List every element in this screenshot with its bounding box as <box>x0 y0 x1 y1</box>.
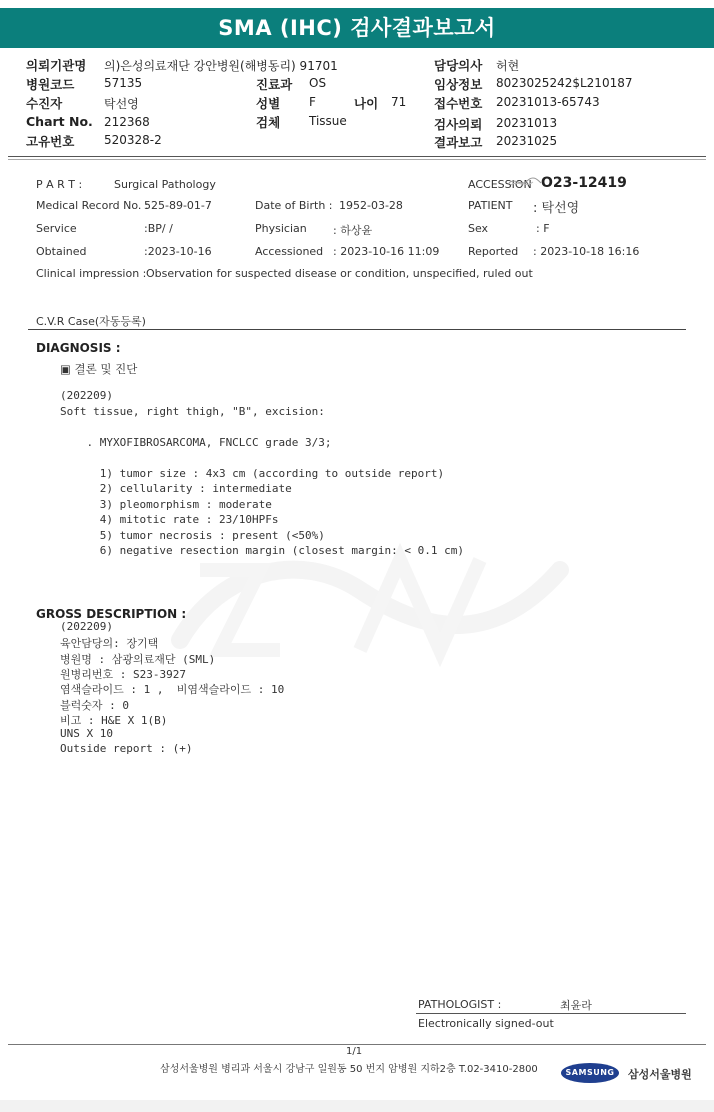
accessioned-label: Accessioned <box>255 245 324 258</box>
mrn-label: Medical Record No. : <box>36 199 149 212</box>
text-line: (202209) <box>60 389 113 402</box>
service-label: Service <box>36 222 77 235</box>
sex-value: F <box>309 95 316 109</box>
unique-value: 520328-2 <box>104 133 162 147</box>
page-number: 1/1 <box>346 1046 363 1057</box>
department-value: OS <box>309 76 327 90</box>
sex-label: 성별 <box>256 96 281 111</box>
part-label: P A R T : <box>36 178 83 191</box>
scribble-mark-icon <box>507 175 543 189</box>
clinical-info-label: 임상정보 <box>434 77 483 92</box>
clinical-info-value: 8023025242$L210187 <box>496 76 633 90</box>
patient-label: PATIENT <box>468 199 513 212</box>
text-line: 5) tumor necrosis : present (<50%) <box>60 528 325 542</box>
pathologist-label: PATHOLOGIST : <box>418 998 502 1011</box>
info-divider <box>28 329 686 330</box>
examinee-value: 탁선영 <box>104 97 139 111</box>
accessioned-value: : 2023-10-16 11:09 <box>333 245 440 258</box>
request-value: 20231013 <box>496 116 558 130</box>
institution-value: 의)은성의료재단 강안병원(해병동리) 91701 <box>104 59 338 73</box>
chart-value: 212368 <box>104 115 150 129</box>
diagnosis-subheading: ▣ 결론 및 진단 <box>60 362 138 376</box>
text-line: 비고 : H&E X 1(B) <box>60 713 168 727</box>
reported-label: Reported <box>468 245 519 258</box>
receipt-label: 접수번호 <box>434 96 483 111</box>
text-line: 3) pleomorphism : moderate <box>60 497 272 511</box>
clinical-impression-value: Observation for suspected disease or condition, unspecified, ruled out <box>146 267 533 280</box>
cvr-case: C.V.R Case(자동등록) <box>36 315 146 328</box>
dob-label: Date of Birth : <box>255 199 333 212</box>
hospital-code-label: 병원코드 <box>26 77 75 92</box>
footer-address: 삼성서울병원 병리과 서울시 강남구 일원동 50 번지 암병원 지하2층 T.02-3410-2800 <box>160 1064 538 1075</box>
footer-divider <box>8 1044 706 1045</box>
reported-value: : 2023-10-18 16:16 <box>533 245 640 258</box>
age-label: 나이 <box>354 96 379 111</box>
hospital-code-value: 57135 <box>104 76 143 90</box>
report-value: 20231025 <box>496 134 558 148</box>
doctor-label: 담당의사 <box>434 58 483 73</box>
text-line: Outside report : (+) <box>60 742 193 756</box>
department-label: 진료과 <box>256 77 293 92</box>
specimen-label: 검체 <box>256 115 281 130</box>
patient-value: : 탁선영 <box>533 201 580 216</box>
request-label: 검사의뢰 <box>434 117 483 132</box>
age-value: 71 <box>391 95 407 109</box>
physician-value: : 하상윤 <box>333 224 373 237</box>
signed-out-text: Electronically signed-out <box>418 1017 554 1030</box>
report-title: SMA (IHC) 검사결과보고서 <box>0 8 714 48</box>
doctor-value: 허현 <box>496 59 520 73</box>
text-line: . MYXOFIBROSARCOMA, FNCLCC grade 3/3; <box>60 435 332 449</box>
dob-value: 1952-03-28 <box>339 199 403 212</box>
pathologist-value: 최윤라 <box>560 999 592 1012</box>
physician-label: Physician <box>255 222 307 235</box>
clinical-impression-label: Clinical impression : <box>36 267 147 280</box>
institution-label: 의뢰기관명 <box>26 58 87 73</box>
text-line: 염색슬라이드 : 1 , 비염색슬라이드 : 10 <box>60 683 285 697</box>
report-label: 결과보고 <box>434 135 483 150</box>
header-divider-thin <box>8 159 706 160</box>
text-line: Soft tissue, right thigh, "B", excision: <box>60 404 325 418</box>
accession-value: O23-12419 <box>541 175 627 191</box>
text-line: 6) negative resection margin (closest margin: < 0.1 cm) <box>60 544 464 557</box>
hospital-logo-name: 삼성서울병원 <box>628 1068 692 1081</box>
service-value: :BP/ / <box>144 222 173 235</box>
signature-divider <box>416 1013 686 1014</box>
text-line: 4) mitotic rate : 23/10HPFs <box>60 513 279 526</box>
diagnosis-heading: DIAGNOSIS : <box>36 341 121 355</box>
gross-heading: GROSS DESCRIPTION : <box>36 607 187 621</box>
specimen-value: Tissue <box>309 114 347 128</box>
part-value: Surgical Pathology <box>114 178 216 191</box>
text-line: 1) tumor size : 4x3 cm (according to outside report) <box>60 466 445 480</box>
examinee-label: 수진자 <box>26 96 63 111</box>
sex-value-report: : F <box>536 222 550 235</box>
mrn-value: 525-89-01-7 <box>144 199 212 212</box>
accession-label: ACCESSION <box>468 178 532 191</box>
text-line: (202209) <box>60 620 113 633</box>
text-line: 블럭숫자 : 0 <box>60 698 129 712</box>
samsung-logo-text: SAMSUNG <box>565 1068 615 1077</box>
text-line: 원병리번호 : S23-3927 <box>60 667 186 681</box>
receipt-value: 20231013-65743 <box>496 95 600 109</box>
obtained-value: :2023-10-16 <box>144 245 212 258</box>
text-line: UNS X 10 <box>60 727 113 741</box>
obtained-label: Obtained <box>36 245 87 258</box>
chart-label: Chart No. <box>26 114 93 129</box>
text-line: 병원명 : 삼광의료재단 (SML) <box>60 652 216 666</box>
text-line: 2) cellularity : intermediate <box>60 482 292 495</box>
text-line: 육안담당의: 장기택 <box>60 637 159 651</box>
sex-label-report: Sex <box>468 222 489 235</box>
unique-label: 고유번호 <box>26 134 75 149</box>
header-divider <box>8 156 706 157</box>
